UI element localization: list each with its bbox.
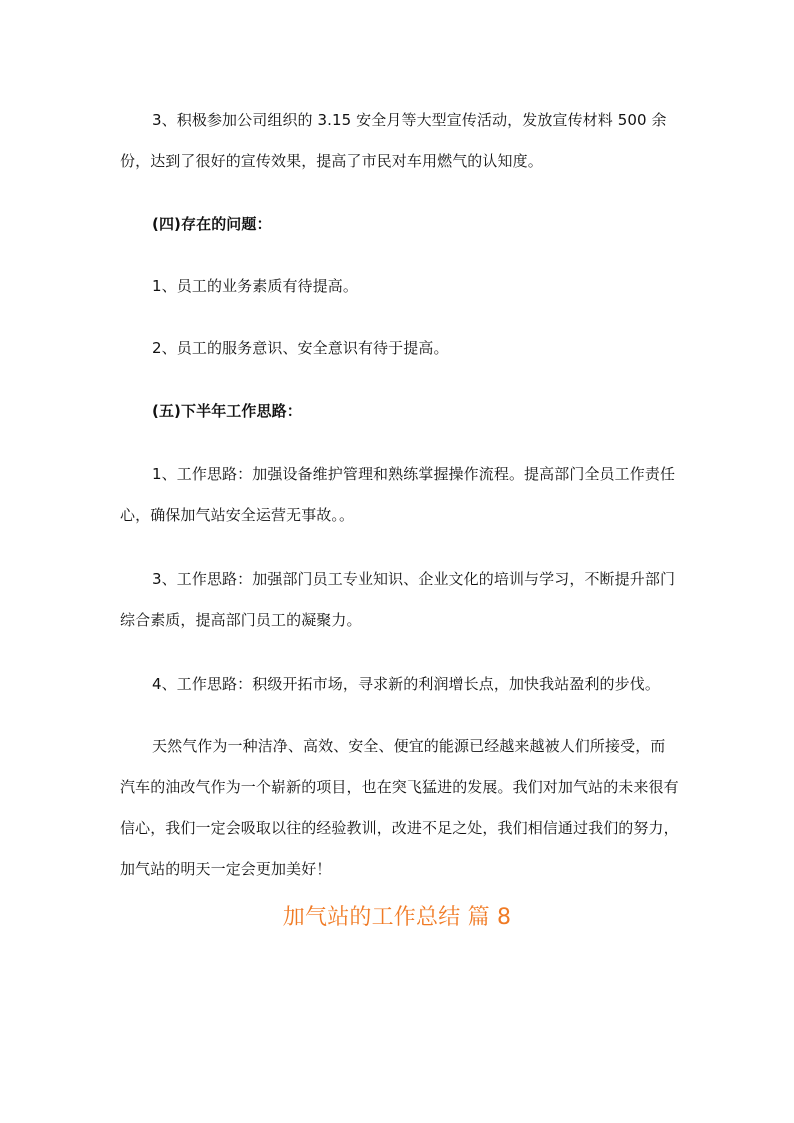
paragraph-problem-2: 2、员工的服务意识、安全意识有待于提高。 [152, 339, 449, 357]
paragraph-plan-4: 4、工作思路：积级开拓市场，寻求新的利润增长点，加快我站盈利的步伐。 [152, 675, 660, 693]
paragraph-problem-1: 1、员工的业务素质有待提高。 [152, 277, 358, 295]
paragraph-plan-3: 3、工作思路：加强部门员工专业知识、企业文化的培训与学习，不断提升部门综合素质，提高部门员工的凝聚力。 [120, 570, 676, 629]
document-body [120, 100, 680, 890]
heading-existing-problems: (四)存在的问题： [152, 215, 272, 233]
paragraph-plan-1: 1、工作思路：加强设备维护管理和熟练掌握操作流程。提高部门全员工作责任心，确保加气站安全运营无事故。。 [120, 465, 676, 524]
section-title: 加气站的工作总结 篇 8 [282, 905, 512, 930]
paragraph-conclusion: 天然气作为一种洁净、高效、安全、便宜的能源已经越来越被人们所接受，而汽车的油改气作为一个崭新的项目，也在突飞猛进的发展。我们对加气站的未来很有信心，我们一定会吸取以往的经验教训，改进不足之处，我们相信通过我们的努力，加气站的明天一定会更加美好！ [120, 737, 679, 878]
heading-second-half-plan: (五)下半年工作思路： [152, 402, 302, 420]
paragraph-publicity-activity: 3、积极参加公司组织的 3.15 安全月等大型宣传活动，发放宣传材料 500 余份，达到了很好的宣传效果，提高了市民对车用燃气的认知度。 [120, 111, 667, 170]
